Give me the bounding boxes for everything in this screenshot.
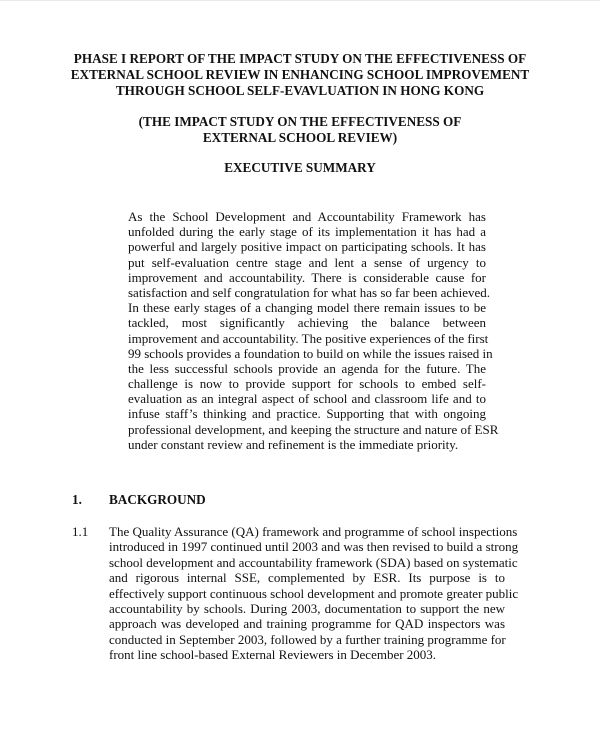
summary-line: In these early stages of a changing model there remain issues to be [128,300,486,316]
summary-line: evaluation as an integral aspect of school and classroom life and to [128,391,486,407]
summary-line: improvement and accountability. The positive experiences of the first [128,330,489,346]
paragraph-line: and rigorous internal SSE, complemented by ESR. Its purpose is to [109,570,505,586]
summary-line: As the School Development and Accountability Framework has [128,209,486,224]
summary-line: professional development, and keeping the structure and nature of ESR [128,421,499,437]
paragraph-body [109,524,519,663]
report-title [60,51,540,99]
summary-line: powerful and largely positive impact on participating schools. It has [128,239,486,255]
summary-line: improvement and accountability. There is considerable cause for [128,269,486,285]
paragraph-line: front line school-based External Reviewers in December 2003. [109,647,437,663]
summary-line: satisfaction and self congratulation for what has so far been achieved. [128,284,491,300]
paragraph-line: school development and accountability framework (SDA) based on systematic [109,554,518,570]
summary-line: 99 schools provides a foundation to build on while the issues raised in [128,345,493,361]
summary-line: the less successful schools provide an agenda for the future. The [128,360,486,376]
report-title-line: EXTERNAL SCHOOL REVIEW IN ENHANCING SCHOOL IMPROVEMENT [70,67,530,82]
paragraph-number: 1.1 [72,524,89,539]
summary-line: tackled, most significantly achieving the balance between [128,315,486,331]
report-subtitle-line: (THE IMPACT STUDY ON THE EFFECTIVENESS OF [138,114,462,129]
paragraph-line: accountability by schools. During 2003, documentation to support the new [109,600,505,616]
report-title-line: THROUGH SCHOOL SELF-EVAVLUATION IN HONG KONG [115,83,485,98]
summary-line: unfolded during the early stage of its implementation it has had a [128,224,486,240]
summary-line: infuse staff’s thinking and practice. Supporting that with ongoing [128,406,486,422]
paragraph-line: approach was developed and training programme for QAD inspectors was [109,616,505,632]
summary-line: put self-evaluation centre stage and lent a sense of urgency to [128,254,486,270]
report-title-line: PHASE I REPORT OF THE IMPACT STUDY ON THE EFFECTIVENESS OF [73,51,527,66]
paragraph-line: effectively support continuous school development and promote greater public [109,585,519,601]
report-subtitle-line: EXTERNAL SCHOOL REVIEW) [202,130,398,145]
executive-summary-body [128,209,499,452]
executive-summary-heading: EXECUTIVE SUMMARY [224,160,376,175]
paragraph-line: conducted in September 2003, followed by a further training programme for [109,631,506,647]
summary-line: challenge is now to provide support for schools to embed self- [128,376,486,392]
section-title: BACKGROUND [109,492,206,507]
report-subtitle [100,114,500,146]
paragraph-line: introduced in 1997 continued until 2003 and was then revised to build a strong [109,539,519,555]
paragraph-line: The Quality Assurance (QA) framework and programme of school inspections [109,524,518,539]
section-number: 1. [72,492,82,507]
summary-line: under constant review and refinement is the immediate priority. [128,436,459,452]
